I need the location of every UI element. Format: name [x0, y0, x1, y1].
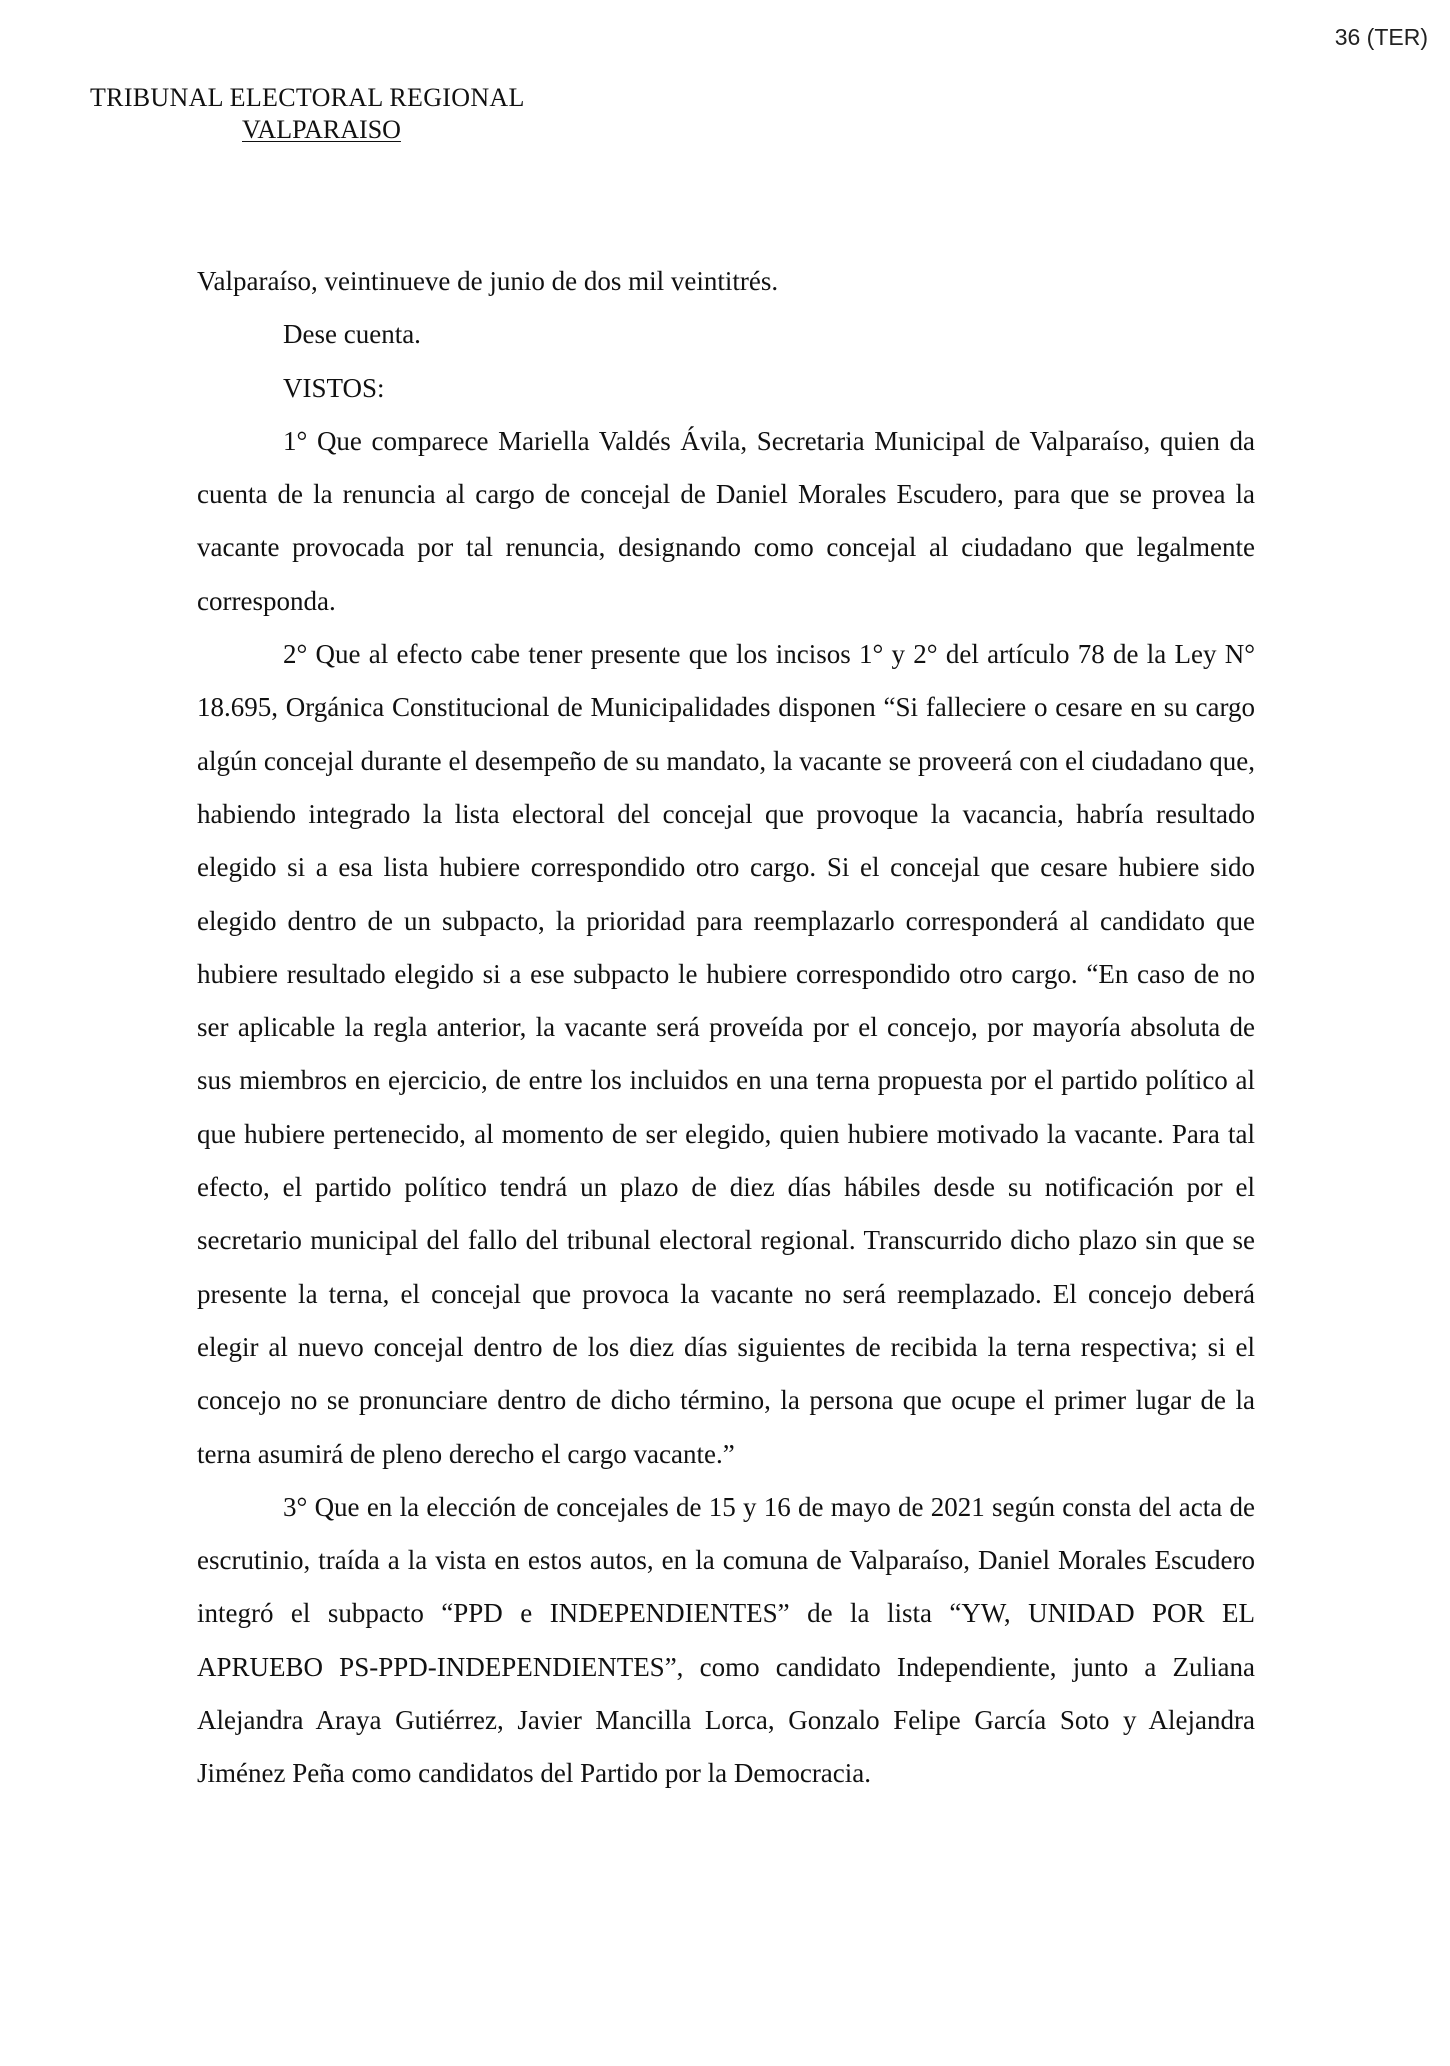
paragraph-3: 3° Que en la elección de concejales de 15 y 16 de mayo de 2021 según consta del acta de escrutinio, traída a la vista en estos autos, en la comuna de Valparaíso, Daniel Morales Escudero integró el subpacto “PPD e INDEPENDIENTES” de la lista “YW, UNIDAD POR EL APRUEBO PS-PPD-INDEPENDIENTES”, como candidato Independiente, junto a Zuliana Alejandra Araya Gutiérrez, Javier Mancilla Lorca, Gonzalo Felipe García Soto y Alejandra Jiménez Peña como candidatos del Partido por la Democracia.: [197, 1491, 1255, 1789]
court-name: TRIBUNAL ELECTORAL REGIONAL: [90, 83, 525, 112]
vistos-heading: VISTOS:: [283, 372, 385, 403]
date-line: Valparaíso, veintinueve de junio de dos mil veintitrés.: [197, 266, 779, 296]
court-header: [90, 82, 525, 146]
dese-cuenta-line: Dese cuenta.: [283, 319, 421, 350]
page-number: 36 (TER): [1334, 24, 1428, 50]
court-city: VALPARAISO: [242, 115, 401, 144]
paragraph-1: 1° Que comparece Mariella Valdés Ávila, Secretaria Municipal de Valparaíso, quien da cuenta de la renuncia al cargo de concejal de Daniel Morales Escudero, para que se provea la vacante provocada por tal renuncia, designando como concejal al ciudadano que legalmente corresponda.: [197, 425, 1255, 616]
paragraph-2: 2° Que al efecto cabe tener presente que los incisos 1° y 2° del artículo 78 de la Ley N° 18.695, Orgánica Constitucional de Municipalidades disponen “Si falleciere o cesare en su cargo algún concejal durante el desempeño de su mandato, la vacante se proveerá con el ciudadano que, habiendo integrado la lista electoral del concejal que provoque la vacancia, habría resultado elegido si a esa lista hubiere correspondido otro cargo. Si el concejal que cesare hubiere sido elegido dentro de un subpacto, la prioridad para reemplazarlo corresponderá al candidato que hubiere resultado elegido si a ese subpacto le hubiere correspondido otro cargo. “En caso de no ser aplicable la regla anterior, la vacante será proveída por el concejo, por mayoría absoluta de sus miembros en ejercicio, de entre los incluidos en una terna propuesta por el partido político al que hubiere pertenecido, al momento de ser elegido, quien hubiere motivado la vacante. Para tal efecto, el partido político tendrá un plazo de diez días hábiles desde su notificación por el secretario municipal del fallo del tribunal electoral regional. Transcurrido dicho plazo sin que se presente la terna, el concejal que provoca la vacante no será reemplazado. El concejo deberá elegir al nuevo concejal dentro de los diez días siguientes de recibida la terna respectiva; si el concejo no se pronunciare dentro de dicho término, la persona que ocupe el primer lugar de la terna asumirá de pleno derecho el cargo vacante.”: [197, 639, 1255, 1469]
resolution-body: [197, 255, 1255, 1801]
